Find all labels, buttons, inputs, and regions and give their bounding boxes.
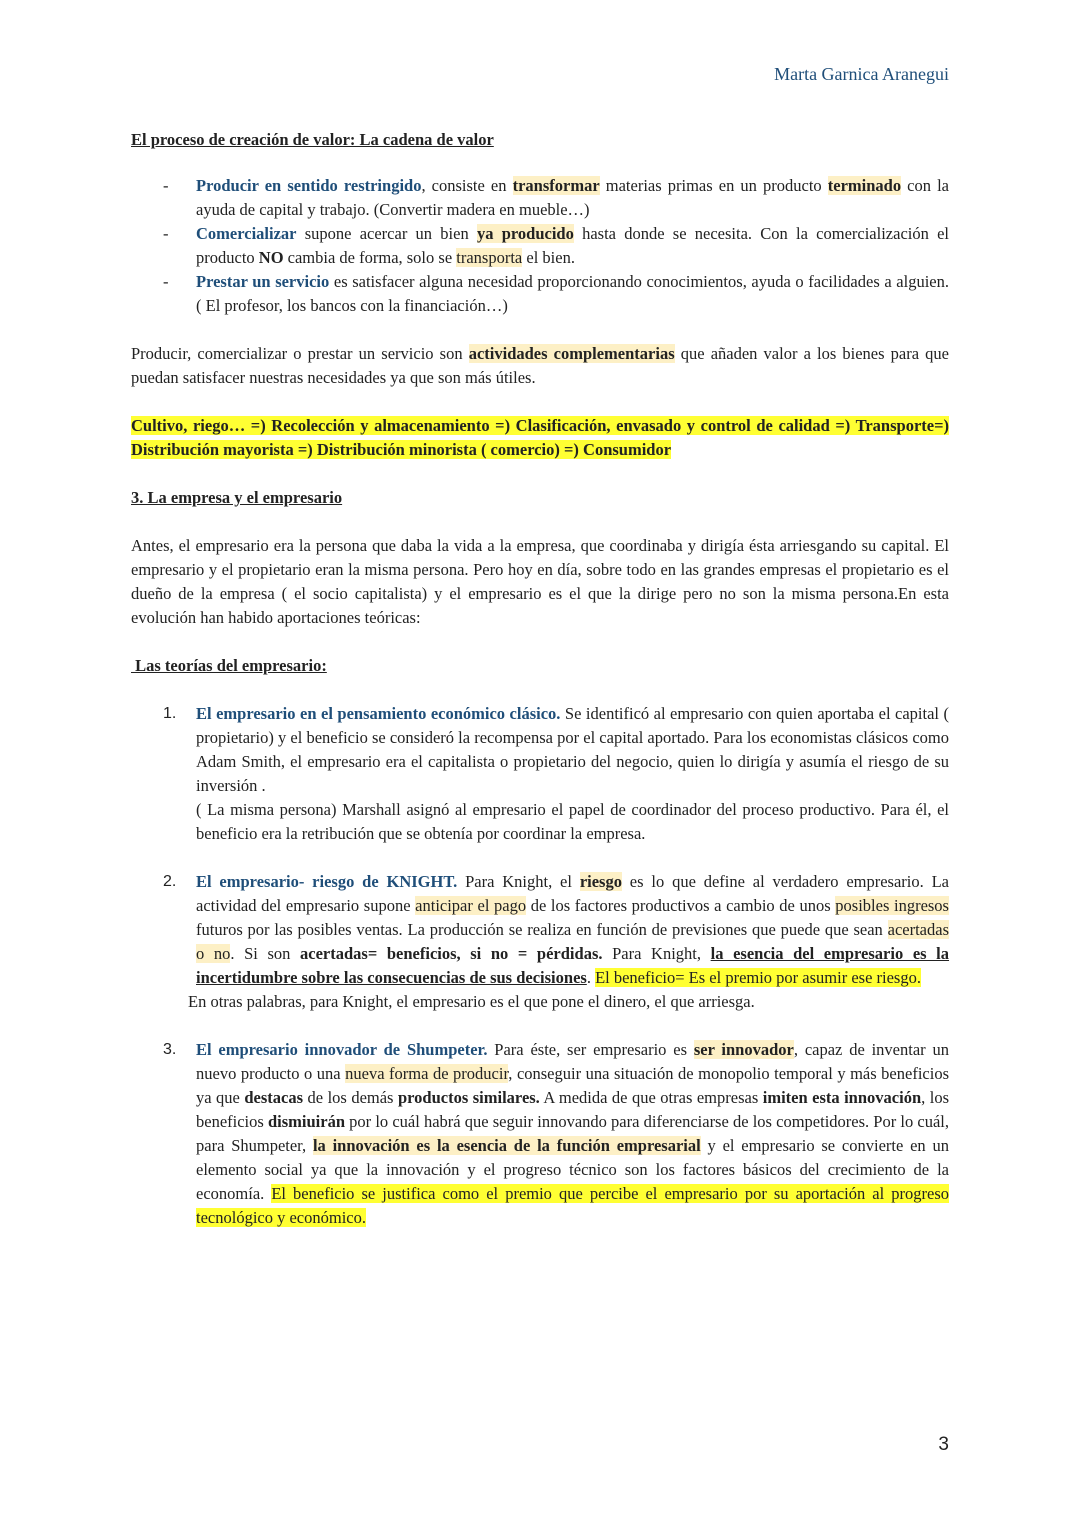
text: es satisfacer alguna necesidad proporcionando conocimientos, ayuda o facilidades a alguien. ( El profesor, los bancos con la financiación…) xyxy=(196,272,949,315)
highlight: actividades complementarias xyxy=(468,344,675,363)
text: En otras palabras, para Knight, el empresario es el que pone el dinero, el que arriesga. xyxy=(188,992,755,1011)
text: , los beneficios xyxy=(196,1088,949,1131)
term: Prestar un servicio xyxy=(196,272,330,291)
text: de los demás xyxy=(303,1088,398,1107)
text: y el empresario se convierte en un elemento social ya que la innovación y el progreso técnico son los factores básicos del crecimiento de la economía. xyxy=(196,1136,949,1203)
bold-text: imiten esta innovación xyxy=(762,1088,922,1107)
highlight: ya producido xyxy=(476,224,574,243)
bold-text: acertadas= beneficios, si no = pérdidas. xyxy=(300,944,603,963)
text: por lo cuál habrá que seguir innovando para diferenciarse de los competidores. Por lo cuál, para Shumpeter, xyxy=(196,1112,949,1155)
term: El empresario innovador de Shumpeter. xyxy=(196,1040,488,1059)
highlight: acertadas o no xyxy=(196,920,949,963)
page-content xyxy=(131,128,949,1254)
yellow-highlight: El beneficio se justifica como el premio que percibe el empresario por su aportación al progreso tecnológico y económico. xyxy=(196,1184,949,1227)
text: que añaden valor a los bienes para que puedan satisfacer nuestras necesidades ya que son más útiles. xyxy=(131,344,949,387)
highlight: terminado xyxy=(827,176,902,195)
text: , conseguir una situación de monopolio temporal y más beneficios ya que xyxy=(196,1064,949,1107)
highlight: transporta xyxy=(456,248,523,267)
section-title-empresa: 3. La empresa y el empresario xyxy=(131,488,343,507)
section-title-value-chain: El proceso de creación de valor: La cadena de valor xyxy=(131,130,494,149)
text: . xyxy=(586,968,596,987)
text: cambia de forma, solo se xyxy=(283,248,457,267)
chain-text: Cultivo, riego… =) Recolección y almacenamiento =) Clasificación, envasado y control de calidad =) Transporte=) Distribución mayorista =) Distribución minorista ( comercio) =) Consumidor xyxy=(131,416,949,459)
text: el bien. xyxy=(522,248,575,267)
theories-list xyxy=(131,702,949,1230)
bold-text: dismiuirán xyxy=(267,1112,345,1131)
subtitle-theories: Las teorías del empresario: xyxy=(131,656,327,675)
text: A medida de que otras empresas xyxy=(539,1088,763,1107)
term: El empresario en el pensamiento económico clásico. xyxy=(196,704,561,723)
value-chain-sequence xyxy=(131,414,949,462)
text: ( La misma persona) Marshall asignó al empresario el papel de coordinador del proceso productivo. Para él, el beneficio era la retribución que se obtenía por coordinar la empresa. xyxy=(196,800,949,843)
text: Producir, comercializar o prestar un servicio son xyxy=(131,344,469,363)
paragraph-intro: Antes, el empresario era la persona que daba la vida a la empresa, que coordinaba y dirigía ésta arriesgando su capital. El empresario y el propietario eran la misma persona. Pero hoy en día, sobre todo en las grandes empresas el propietario es el dueño de la empresa ( el socio capitalista) y el empresario es el que la dirige pero no son la misma persona.En esta evolución han habido aportaciones teóricas: xyxy=(131,536,949,627)
text: , consiste en xyxy=(421,176,513,195)
term: Producir en sentido restringido xyxy=(196,176,422,195)
text: es lo que define al verdadero empresario. La actividad del empresario supone xyxy=(196,872,950,915)
text: Se identificó al empresario con quien aportaba el capital ( propietario) y el beneficio se consideró la recompensa por el capital aportado. Para los economistas clásicos como Adam Smith, el empresario era el capitalista o propietario del negocio, quien lo dirigía y asumía el riesgo de su inversión . xyxy=(196,704,949,795)
text: de los factores productivos a cambio de unos xyxy=(526,896,836,915)
item-number: 3. xyxy=(163,1041,177,1058)
theory-item xyxy=(131,702,949,846)
list-item xyxy=(131,222,949,270)
theory-item xyxy=(131,1038,949,1230)
list-item xyxy=(131,174,949,222)
value-chain-list xyxy=(131,174,949,318)
highlight: riesgo xyxy=(579,872,622,891)
underlined-bold-text: la esencia del empresario es la incertidumbre sobre las consecuencias de sus decisiones xyxy=(196,944,950,987)
yellow-highlight: El beneficio= Es el premio por asumir ese riesgo. xyxy=(595,968,921,987)
highlight: anticipar el pago xyxy=(415,896,527,915)
text: . Si son xyxy=(230,944,301,963)
text: hasta donde se necesita. Con la comercialización el producto xyxy=(196,224,950,267)
paragraph-complementary xyxy=(131,342,949,390)
highlight: transformar xyxy=(512,176,600,195)
text: , capaz de inventar un nuevo producto o una xyxy=(196,1040,949,1083)
theory-item xyxy=(131,870,949,1014)
text: futuros por las posibles ventas. La producción se realiza en función de previsiones que puede que sean xyxy=(196,920,888,939)
bold-text: productos similares. xyxy=(397,1088,540,1107)
bold-text: NO xyxy=(258,248,284,267)
bold-text: destacas xyxy=(244,1088,304,1107)
highlight: ser innovador xyxy=(693,1040,794,1059)
text: Para éste, ser empresario es xyxy=(487,1040,694,1059)
author-header: Marta Garnica Aranegui xyxy=(774,64,949,84)
text: con la ayuda de capital y trabajo. (Convertir madera en mueble…) xyxy=(196,176,950,219)
term: Comercializar xyxy=(196,224,297,243)
text: Para Knight, el xyxy=(457,872,580,891)
item-number: 1. xyxy=(163,705,177,722)
page-number: 3 xyxy=(938,1434,949,1455)
term: El empresario- riesgo de KNIGHT. xyxy=(196,872,458,891)
text: materias primas en un producto xyxy=(599,176,828,195)
text: supone acercar un bien xyxy=(296,224,477,243)
item-number: 2. xyxy=(163,873,177,890)
highlight: nueva forma de producir xyxy=(345,1064,509,1083)
text: Para Knight, xyxy=(602,944,711,963)
list-item xyxy=(131,270,949,318)
highlight: posibles ingresos xyxy=(835,896,949,915)
highlight: la innovación es la esencia de la función empresarial xyxy=(312,1136,701,1155)
